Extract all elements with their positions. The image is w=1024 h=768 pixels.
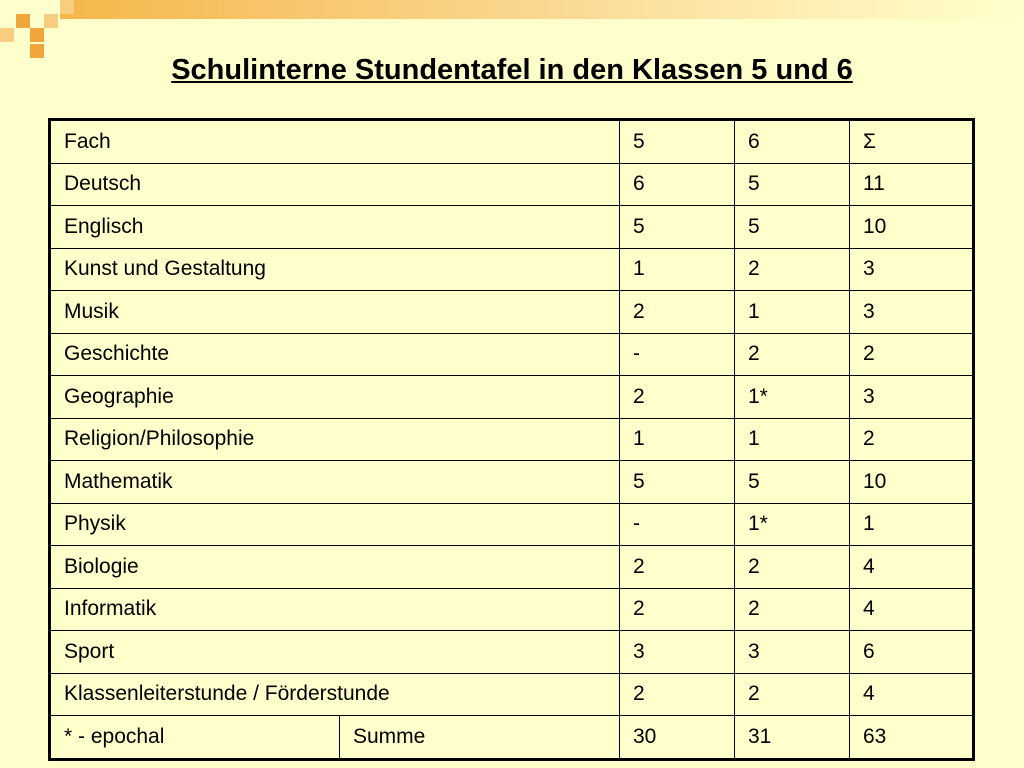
- cell-klasse-5: 1: [620, 248, 735, 291]
- table-row: [50, 291, 974, 334]
- cell-fach: Physik: [50, 503, 620, 546]
- cell-klasse-6: 2: [735, 248, 850, 291]
- table-row: [50, 333, 974, 376]
- header-summe-sigma: Σ: [850, 120, 974, 164]
- cell-klasse-5: 2: [620, 673, 735, 716]
- corner-decoration: [0, 0, 1024, 60]
- cell-summe: 3: [850, 248, 974, 291]
- decor-square: [30, 28, 44, 42]
- cell-klasse-5: 1: [620, 418, 735, 461]
- cell-klasse-6: 3: [735, 631, 850, 674]
- cell-klasse-6: 1*: [735, 503, 850, 546]
- cell-fach: Informatik: [50, 588, 620, 631]
- table-row: [50, 588, 974, 631]
- header-fach: Fach: [50, 120, 620, 164]
- cell-klasse-5: 2: [620, 546, 735, 589]
- cell-summe: 2: [850, 333, 974, 376]
- table-row: [50, 631, 974, 674]
- cell-klasse-6: 1: [735, 418, 850, 461]
- cell-fach: Geographie: [50, 376, 620, 419]
- cell-klasse-5: 2: [620, 588, 735, 631]
- cell-klasse-5: -: [620, 503, 735, 546]
- cell-fach: Kunst und Gestaltung: [50, 248, 620, 291]
- cell-klasse-6: 2: [735, 333, 850, 376]
- cell-klasse-6: 2: [735, 673, 850, 716]
- table-row: [50, 206, 974, 249]
- cell-summe: 3: [850, 291, 974, 334]
- cell-fach: Sport: [50, 631, 620, 674]
- table-row: [50, 503, 974, 546]
- total-summe: 63: [850, 716, 974, 760]
- cell-fach: Religion/Philosophie: [50, 418, 620, 461]
- cell-fach: Musik: [50, 291, 620, 334]
- total-klasse-5: 30: [620, 716, 735, 760]
- cell-klasse-6: 5: [735, 206, 850, 249]
- total-klasse-6: 31: [735, 716, 850, 760]
- table-row: [50, 418, 974, 461]
- table-row: [50, 248, 974, 291]
- cell-summe: 10: [850, 206, 974, 249]
- table-header-row: [50, 120, 974, 164]
- decor-square: [44, 14, 58, 28]
- cell-klasse-6: 2: [735, 546, 850, 589]
- cell-summe: 3: [850, 376, 974, 419]
- cell-summe: 6: [850, 631, 974, 674]
- cell-klasse-5: 6: [620, 163, 735, 206]
- cell-fach: Mathematik: [50, 461, 620, 504]
- cell-klasse-5: 5: [620, 206, 735, 249]
- footnote-epochal: * - epochal: [50, 716, 340, 760]
- cell-klasse-5: 2: [620, 291, 735, 334]
- table-row: [50, 376, 974, 419]
- table-row: [50, 163, 974, 206]
- header-klasse-5: 5: [620, 120, 735, 164]
- cell-klasse-6: 1: [735, 291, 850, 334]
- cell-summe: 4: [850, 673, 974, 716]
- header-klasse-6: 6: [735, 120, 850, 164]
- table-row: [50, 673, 974, 716]
- cell-klasse-6: 5: [735, 163, 850, 206]
- header-gradient-band: [60, 0, 1024, 19]
- summe-label: Summe: [340, 716, 620, 760]
- decor-square: [16, 14, 30, 28]
- cell-summe: 10: [850, 461, 974, 504]
- cell-summe: 11: [850, 163, 974, 206]
- cell-klasse-6: 2: [735, 588, 850, 631]
- timetable: [48, 118, 975, 761]
- cell-fach: Geschichte: [50, 333, 620, 376]
- cell-fach: Deutsch: [50, 163, 620, 206]
- cell-fach: Klassenleiterstunde / Förderstunde: [50, 673, 620, 716]
- page-title: Schulinterne Stundentafel in den Klassen 5 und 6: [171, 54, 853, 86]
- cell-klasse-6: 1*: [735, 376, 850, 419]
- cell-klasse-5: 2: [620, 376, 735, 419]
- cell-summe: 2: [850, 418, 974, 461]
- cell-klasse-5: 5: [620, 461, 735, 504]
- decor-square: [0, 28, 14, 42]
- cell-fach: Englisch: [50, 206, 620, 249]
- cell-klasse-6: 5: [735, 461, 850, 504]
- table-row: [50, 461, 974, 504]
- cell-summe: 1: [850, 503, 974, 546]
- cell-klasse-5: -: [620, 333, 735, 376]
- table-footer-row: [50, 716, 974, 760]
- cell-summe: 4: [850, 588, 974, 631]
- cell-klasse-5: 3: [620, 631, 735, 674]
- cell-fach: Biologie: [50, 546, 620, 589]
- decor-square: [60, 0, 74, 14]
- cell-summe: 4: [850, 546, 974, 589]
- table-row: [50, 546, 974, 589]
